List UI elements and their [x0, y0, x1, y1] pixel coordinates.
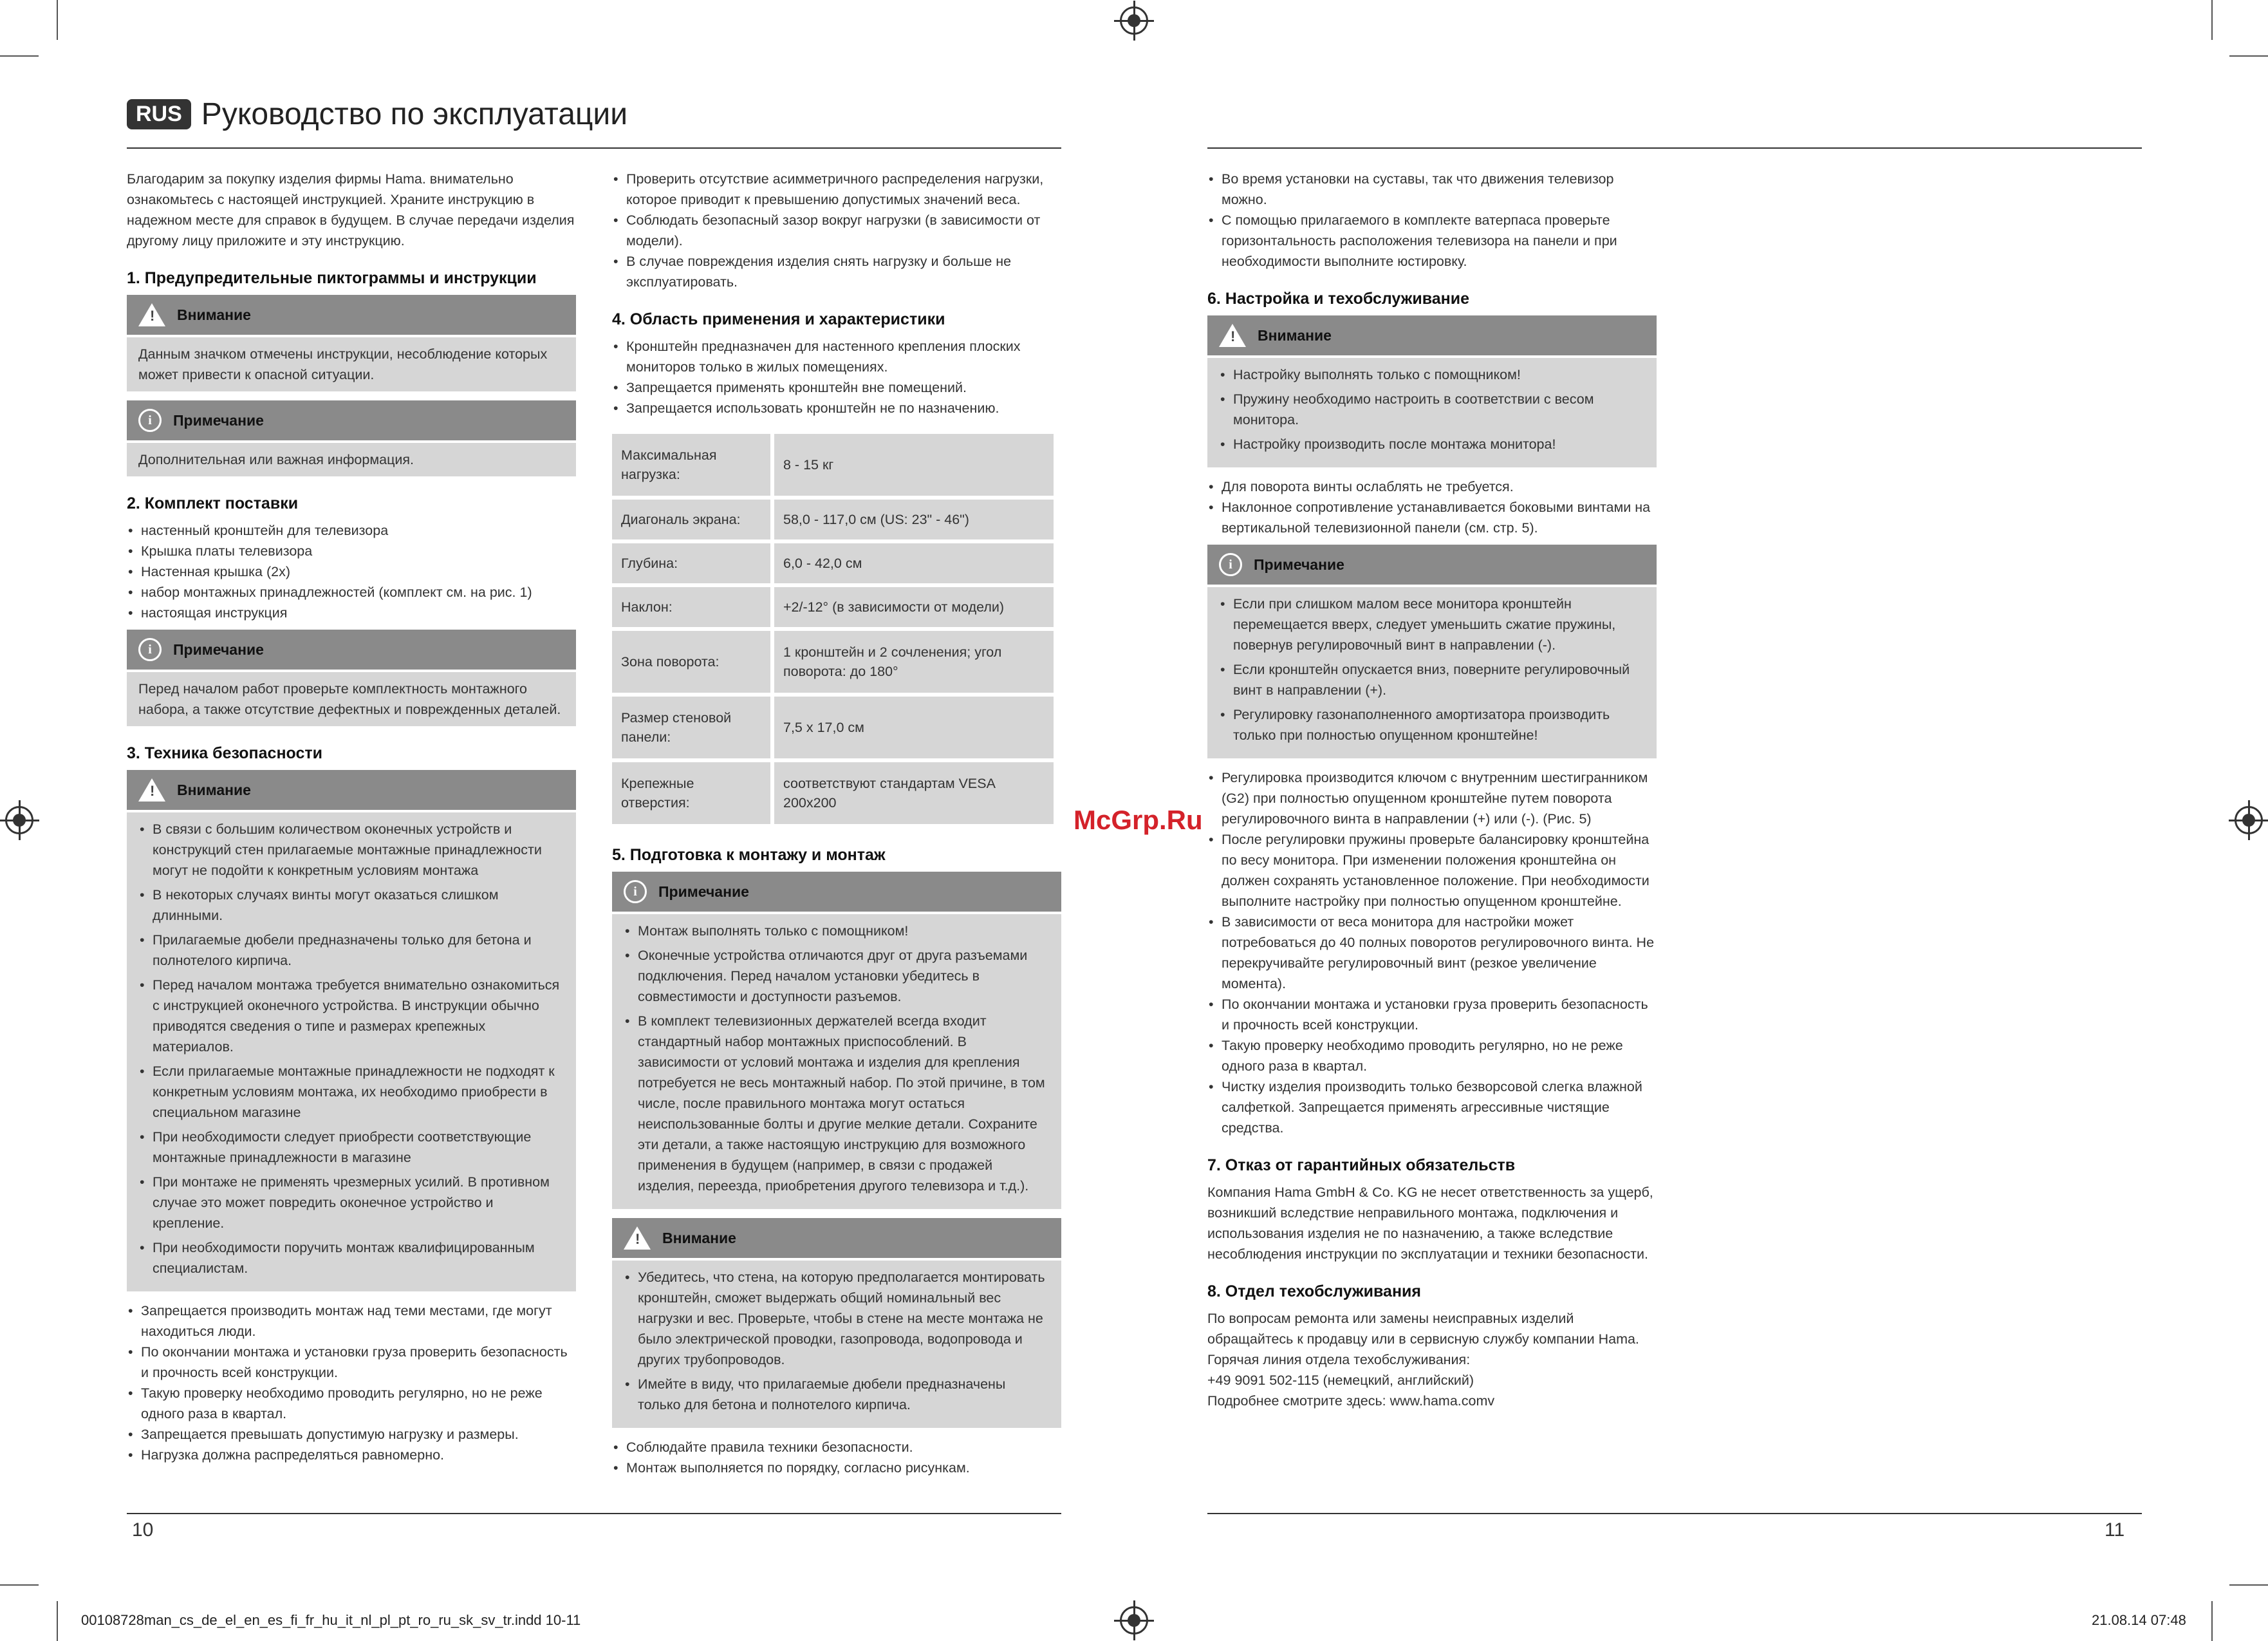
- note-label: Примечание: [658, 883, 749, 900]
- language-badge: RUS: [127, 99, 191, 129]
- crop-mark: [2229, 1584, 2268, 1586]
- warning-label: Внимание: [1258, 327, 1332, 344]
- delivery-list: [127, 520, 576, 623]
- crop-mark: [57, 1601, 58, 1641]
- list-item: • Прилагаемые дюбели предназначены только для бетона и полнотелого кирпича.: [138, 930, 564, 971]
- list-item: • Регулировку газонаполненного амортизатора производить только при полностью опущенном кронштейне!: [1219, 704, 1645, 745]
- section-3-title: 3. Техника безопасности: [127, 744, 323, 762]
- warning-header: [127, 295, 576, 335]
- mounting-list: [612, 1437, 1061, 1478]
- note-box: [127, 630, 576, 726]
- warning-triangle-icon: !: [1219, 324, 1246, 347]
- list-item: • В некоторых случаях винты могут оказаться слишком длинными.: [138, 885, 564, 926]
- note-header: [1207, 545, 1657, 585]
- note-label: Примечание: [173, 641, 264, 658]
- list-item: • Соблюдайте правила техники безопасности.: [612, 1437, 1061, 1458]
- section-4-title: 4. Область применения и характеристики: [612, 310, 945, 328]
- note-header: [127, 400, 576, 440]
- section-7-title: 7. Отказ от гарантийных обязательств: [1207, 1156, 1516, 1174]
- footer-rule-right: [1207, 1513, 2142, 1514]
- info-circle-icon: i: [624, 880, 647, 903]
- warning-triangle-icon: !: [624, 1226, 651, 1250]
- registration-mark-icon: [1120, 6, 1148, 35]
- list-item: • Нагрузка должна распределяться равномерно.: [127, 1445, 576, 1465]
- crop-mark: [0, 55, 39, 57]
- table-row: Диагональ экрана: 58,0 - 117,0 см (US: 23" - 46"): [612, 500, 1054, 539]
- table-row: Размер стеновой панели: 7,5 x 17,0 см: [612, 697, 1054, 758]
- list-item: • Такую проверку необходимо проводить регулярно, но не реже одного раза в квартал.: [127, 1383, 576, 1424]
- list-item: • Во время установки на суставы, так что движения телевизор можно.: [1207, 169, 1657, 210]
- list-item: • Если прилагаемые монтажные принадлежности не подходят к конкретным условиям монтажа, их необходимо приобрести в специальном магазине: [138, 1061, 564, 1123]
- safety-list-continued: [612, 169, 1061, 292]
- warning-box: [1207, 315, 1657, 467]
- list-item: • При необходимости поручить монтаж квалифицированным специалистам.: [138, 1237, 564, 1279]
- column-2: [612, 169, 1061, 1485]
- section-8-title: 8. Отдел техобслуживания: [1207, 1282, 1421, 1300]
- warning-header: [1207, 315, 1657, 355]
- note-box: [127, 400, 576, 476]
- spec-table: [608, 430, 1057, 828]
- crop-mark: [2211, 0, 2213, 40]
- list-item: • Если кронштейн опускается вниз, поверните регулировочный винт в направлении (+).: [1219, 659, 1645, 700]
- list-item: • В случае повреждения изделия снять нагрузку и больше не эксплуатировать.: [612, 251, 1061, 292]
- list-item: • При монтаже не применять чрезмерных усилий. В противном случае это может повредить оконечное устройство и крепление.: [138, 1172, 564, 1233]
- warranty-text: Компания Hama GmbH & Co. KG не несет ответственность за ущерб, возникший вследствие неправильного монтажа, подключения и использования изделия не по назначению, а также вследствие несоблюдения инструкции по эксплуатации и техники безопасности.: [1207, 1185, 1653, 1262]
- list-item: • Монтаж выполнять только с помощником!: [624, 921, 1050, 941]
- warning-box: [612, 1218, 1061, 1428]
- header-rule-left: [127, 147, 1061, 149]
- note-box: [1207, 545, 1657, 758]
- page-header: [127, 97, 627, 132]
- list-item: • В зависимости от веса монитора для настройки может потребоваться до 40 полных поворотов регулировочного винта. Не перекручивайте регулировочный винт (резкое увеличение момента).: [1207, 912, 1657, 994]
- column-3: [1207, 169, 1657, 1411]
- warning-box: [127, 770, 576, 1291]
- list-item: • Кронштейн предназначен для настенного крепления плоских мониторов только в жилых помещениях.: [612, 336, 1061, 377]
- note-body: [1207, 587, 1657, 758]
- warning-triangle-icon: !: [138, 303, 165, 326]
- warning-body: [612, 1261, 1061, 1428]
- table-row: Глубина: 6,0 - 42,0 см: [612, 543, 1054, 583]
- list-item: • Перед началом монтажа требуется внимательно ознакомиться с инструкцией оконечного устройства. В инструкции обычно приводятся сведения о типе и размерах крепежных материалов.: [138, 975, 564, 1057]
- maintenance-list: [1207, 767, 1657, 1138]
- list-item: • Настройку выполнять только с помощником!: [1219, 364, 1645, 385]
- list-item: • С помощью прилагаемого в комплекте ватерпаса проверьте горизонтальность расположения телевизора на панели и при необходимости выполните юстировку.: [1207, 210, 1657, 272]
- note-body: Дополнительная или важная информация.: [127, 443, 576, 476]
- note-header: [127, 630, 576, 670]
- list-item: • Запрещается производить монтаж над теми местами, где могут находиться люди.: [127, 1300, 576, 1342]
- page-number-left: 10: [132, 1519, 154, 1541]
- list-item: • Запрещается применять кронштейн вне помещений.: [612, 377, 1061, 398]
- list-item: • После регулировки пружины проверьте балансировку кронштейна по весу монитора. При изменении положения кронштейна он должен сохранять установленное положение. При необходимости выполните настройку при полностью опущенном кронштейне.: [1207, 829, 1657, 912]
- page-title: Руководство по эксплуатации: [201, 97, 628, 131]
- adjust-list: [1207, 476, 1657, 538]
- warning-label: Внимание: [177, 306, 251, 323]
- warning-label: Внимание: [177, 782, 251, 798]
- watermark: McGrp.Ru: [1074, 805, 1203, 835]
- list-item: • Соблюдать безопасный зазор вокруг нагрузки (в зависимости от модели).: [612, 210, 1061, 251]
- list-item: • набор монтажных принадлежностей (комплект см. на рис. 1): [127, 582, 576, 603]
- note-label: Примечание: [173, 412, 264, 429]
- list-item: • Настройку производить после монтажа монитора!: [1219, 434, 1645, 455]
- column-1: [127, 169, 576, 1472]
- service-text: По вопросам ремонта или замены неисправных изделий обращайтесь к продавцу или в сервисную службу компании Hama. Горячая линия отдела техобслуживания: +49 9091 502-115 (немецкий, английский) Подробнее смотрите здесь: www.hama.comv: [1207, 1311, 1639, 1409]
- list-item: • Имейте в виду, что прилагаемые дюбели предназначены только для бетона и полнотелого кирпича.: [624, 1374, 1050, 1415]
- intro-text: Благодарим за покупку изделия фирмы Hama. внимательно ознакомьтесь с настоящей инструкцией. Храните инструкцию в надежном месте для справок в будущем. В случае передачи изделия другому лицу приложите и эту инструкцию.: [127, 171, 575, 248]
- crop-mark: [2211, 1601, 2213, 1641]
- section-1-title: 1. Предупредительные пиктограммы и инструкции: [127, 269, 537, 287]
- list-item: • Монтаж выполняется по порядку, согласно рисункам.: [612, 1458, 1061, 1478]
- registration-mark-icon: [5, 806, 33, 834]
- warning-body: [127, 812, 576, 1291]
- crop-mark: [0, 1584, 39, 1586]
- warning-header: [612, 1218, 1061, 1258]
- list-item: • Наклонное сопротивление устанавливается боковыми винтами на вертикальной телевизионной панели (см. стр. 5).: [1207, 497, 1657, 538]
- list-item: • настенный кронштейн для телевизора: [127, 520, 576, 541]
- list-item: • Для поворота винты ослаблять не требуется.: [1207, 476, 1657, 497]
- footer-filename: 00108728man_cs_de_el_en_es_fi_fr_hu_it_nl_pl_pt_ro_ru_sk_sv_tr.indd 10-11: [81, 1612, 581, 1628]
- table-row: Наклон: +2/-12° (в зависимости от модели): [612, 587, 1054, 627]
- list-item: • настоящая инструкция: [127, 603, 576, 623]
- list-item: • Крышка платы телевизора: [127, 541, 576, 561]
- list-item: • Если при слишком малом весе монитора кронштейн перемещается вверх, следует уменьшить сжатие пружины, повернув регулировочный винт в направлении (-).: [1219, 594, 1645, 655]
- table-row: Максимальная нагрузка: 8 - 15 кг: [612, 434, 1054, 496]
- list-item: • Чистку изделия производить только безворсовой слегка влажной салфеткой. Запрещается применять агрессивные чистящие средства.: [1207, 1076, 1657, 1138]
- table-row: Зона поворота: 1 кронштейн и 2 сочленения; угол поворота: до 180°: [612, 631, 1054, 693]
- list-item: • В комплект телевизионных держателей всегда входит стандартный набор монтажных приспособлений. В зависимости от условий монтажа и изделия для крепления потребуется не весь монтажный набор. По этой причине, в том числе, после правильного монтажа могут остаться неиспользованные болты и другие мелкие детали. Сохраните эти детали, а также настоящую инструкцию для возможного применения в будущем (например, в связи с продажей изделия, переезда, приобретения другого телевизора и т.д.).: [624, 1011, 1050, 1196]
- list-item: • Такую проверку необходимо проводить регулярно, но не реже одного раза в квартал.: [1207, 1035, 1657, 1076]
- note-header: [612, 872, 1061, 912]
- section-5-title: 5. Подготовка к монтажу и монтаж: [612, 846, 886, 864]
- note-body: Перед началом работ проверьте комплектность монтажного набора, а также отсутствие дефектных и поврежденных деталей.: [127, 672, 576, 726]
- list-item: • Проверить отсутствие асимметричного распределения нагрузки, которое приводит к превышению допустимых значений веса.: [612, 169, 1061, 210]
- safety-list: [127, 1300, 576, 1465]
- list-item: • Запрещается использовать кронштейн не по назначению.: [612, 398, 1061, 418]
- list-item: • По окончании монтажа и установки груза проверить безопасность и прочность всей конструкции.: [127, 1342, 576, 1383]
- info-circle-icon: i: [138, 409, 162, 432]
- list-item: • Регулировка производится ключом с внутренним шестигранником (G2) при полностью опущенном кронштейне путем поворота регулировочного винта в направлении (+) или (-). (Рис. 5): [1207, 767, 1657, 829]
- footer-date: 21.08.14 07:48: [2092, 1612, 2186, 1628]
- list-item: • При необходимости следует приобрести соответствующие монтажные принадлежности в магазине: [138, 1127, 564, 1168]
- list-item: • Пружину необходимо настроить в соответствии с весом монитора.: [1219, 389, 1645, 430]
- warning-header: [127, 770, 576, 810]
- note-box: [612, 872, 1061, 1209]
- info-circle-icon: i: [138, 638, 162, 661]
- warning-box: [127, 295, 576, 391]
- page-number-right: 11: [2105, 1519, 2125, 1541]
- table-row: Крепежные отверстия: соответствуют стандартам VESA 200x200: [612, 762, 1054, 824]
- footer-rule-left: [127, 1513, 1061, 1514]
- usage-list: [612, 336, 1061, 418]
- crop-mark: [57, 0, 58, 40]
- warning-label: Внимание: [662, 1230, 736, 1246]
- warning-body: [1207, 358, 1657, 467]
- info-circle-icon: i: [1219, 553, 1242, 576]
- note-body: [612, 914, 1061, 1209]
- list-item: • По окончании монтажа и установки груза проверить безопасность и прочность всей конструкции.: [1207, 994, 1657, 1035]
- warning-body: Данным значком отмечены инструкции, несоблюдение которых может привести к опасной ситуации.: [127, 337, 576, 391]
- list-item: • Оконечные устройства отличаются друг от друга разъемами подключения. Перед началом установки убедитесь в совместимости и доступности разъемов.: [624, 945, 1050, 1007]
- warning-triangle-icon: !: [138, 778, 165, 802]
- crop-mark: [2229, 55, 2268, 57]
- note-label: Примечание: [1254, 556, 1344, 573]
- list-item: • В связи с большим количеством оконечных устройств и конструкций стен прилагаемые монтажные принадлежности могут не подойти к конкретным условиям монтажа: [138, 819, 564, 881]
- registration-mark-icon: [2235, 806, 2263, 834]
- mounting-list-continued: [1207, 169, 1657, 272]
- list-item: • Убедитесь, что стена, на которую предполагается монтировать кронштейн, сможет выдержать общий номинальный вес нагрузки и вес. Проверьте, чтобы в стене на месте монтажа не было электрической проводки, газопровода, водопровода и других трубопроводов.: [624, 1267, 1050, 1370]
- list-item: • Запрещается превышать допустимую нагрузку и размеры.: [127, 1424, 576, 1445]
- registration-mark-icon: [1120, 1606, 1148, 1635]
- section-6-title: 6. Настройка и техобслуживание: [1207, 290, 1470, 308]
- header-rule-right: [1207, 147, 2142, 149]
- list-item: • Настенная крышка (2х): [127, 561, 576, 582]
- section-2-title: 2. Комплект поставки: [127, 494, 299, 512]
